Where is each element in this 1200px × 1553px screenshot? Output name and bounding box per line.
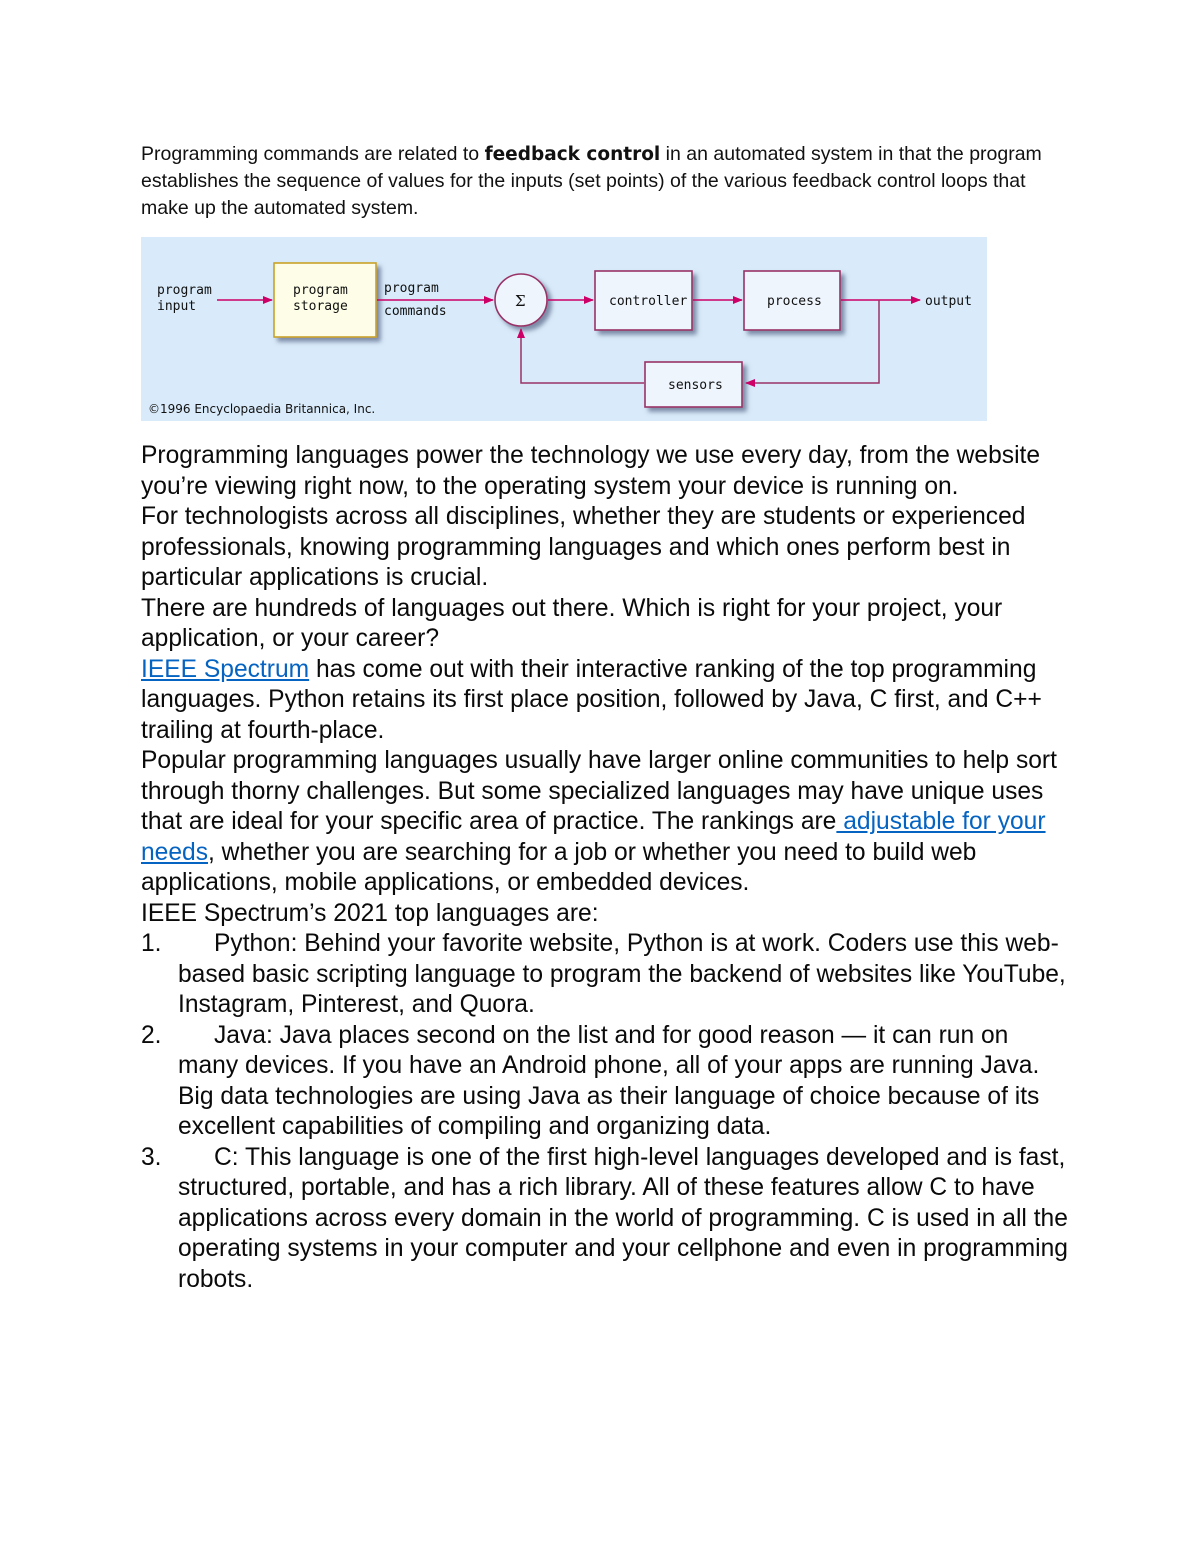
diagram-background <box>141 237 987 421</box>
paragraph-5 <box>141 746 1071 899</box>
top-languages-list <box>141 929 1071 1295</box>
copyright-notice: ©1996 Encyclopaedia Britannica, Inc. <box>148 402 376 416</box>
intro-paragraph <box>141 141 1061 222</box>
list-number: 3. <box>141 1143 162 1171</box>
paragraph-5-text: Popular programming languages usually have larger online communities to help sort through thorny challenges. But some specialized languages may have unique uses that are ideal for your specific area of practice. The rankings are <box>141 747 1057 835</box>
paragraph-4-text: has come out with their interactive ranking of the top programming languages. Python retains its first place position, followed by Java, C first, and C++ trailing at fourth-place. <box>141 655 1042 744</box>
paragraph-3: There are hundreds of languages out there. Which is right for your project, your application, or your career? <box>141 594 1003 652</box>
list-number: 1. <box>141 930 162 957</box>
list-item <box>141 929 1071 1021</box>
intro-text-after: in an automated system in that the program establishes the sequence of values for the inputs (set points) of the various feedback control loops that make up the automated system. <box>141 143 1042 219</box>
diagram-svg <box>141 237 987 421</box>
paragraph-4 <box>141 655 1071 747</box>
label-program-input-2: input <box>157 299 197 314</box>
list-item-text: Java: Java places second on the list and for good reason — it can run on many devices. If you have an Android phone, all of your apps are running Java. Big data technologies are using Java as their language of choice because of its excellent capabilities of compiling and organizing data. <box>178 1021 1040 1140</box>
paragraph-5-after: , whether you are searching for a job or whether you need to build web applications, mobile applications, or embedded devices. <box>141 838 977 896</box>
label-commands-2: commands <box>384 304 447 319</box>
paragraph-6: IEEE Spectrum’s 2021 top languages are: <box>141 899 599 927</box>
label-sum: Σ <box>515 292 526 310</box>
intro-bold-term: feedback control <box>484 144 661 165</box>
label-sensors: sensors <box>668 378 723 393</box>
label-storage-2: storage <box>293 299 348 314</box>
paragraph-1: Programming languages power the technology we use every day, from the website you’re viewing right now, to the operating system your device is running on. <box>141 442 1041 500</box>
label-storage-1: program <box>293 283 348 298</box>
label-controller: controller <box>609 294 688 309</box>
intro-text-before: Programming commands are related to <box>141 143 485 165</box>
label-output: output <box>925 294 972 309</box>
label-program-input-1: program <box>157 283 212 298</box>
list-item-text: Python: Behind your favorite website, Python is at work. Coders use this web-based basic scripting language to program the backend of websites like YouTube, Instagram, Pinterest, and Quora. <box>178 930 1066 1018</box>
label-commands-1: program <box>384 281 439 296</box>
list-item <box>141 1143 1071 1296</box>
list-item <box>141 1021 1071 1143</box>
paragraph-2: For technologists across all disciplines, whether they are students or experienced professionals, knowing programming languages and which ones perform best in particular applications is crucial. <box>141 503 1026 591</box>
feedback-control-diagram <box>141 237 987 421</box>
body-text <box>141 441 1071 1295</box>
label-process: process <box>767 294 822 309</box>
list-item-text: C: This language is one of the first high-level languages developed and is fast, structured, portable, and has a rich library. All of these features allow C to have applications across every domain in the world of programming. C is used in all the operating systems in your computer and your cellphone and even in programming robots. <box>178 1143 1068 1293</box>
list-number: 2. <box>141 1021 162 1049</box>
ieee-spectrum-link[interactable]: IEEE Spectrum <box>141 655 310 683</box>
adjustable-rankings-link[interactable]: adjustable for your needs <box>141 808 1046 866</box>
